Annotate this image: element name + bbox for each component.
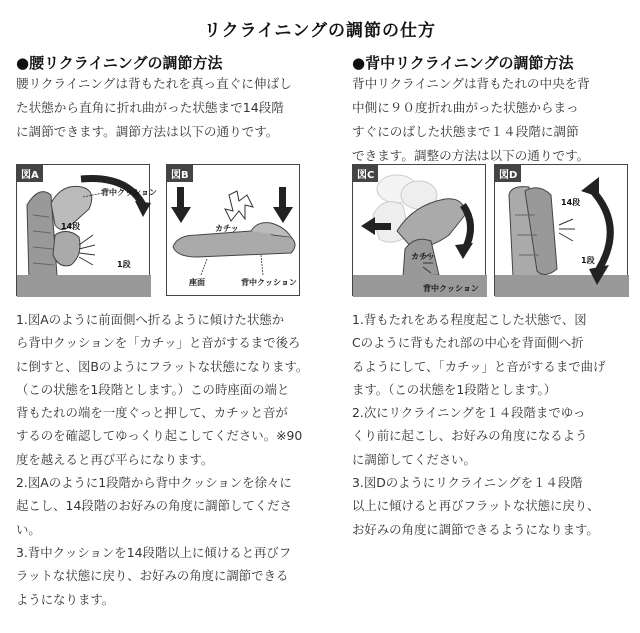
figure-d-illustration (495, 165, 629, 297)
figure-a-step14-label: 14段 (61, 222, 81, 231)
right-intro-line: すぐにのばした状態まで１４段階に調節 (352, 124, 579, 139)
figure-b (166, 164, 300, 296)
left-step-line: するのを確認してゆっくり起こしてください。※90 (16, 428, 303, 444)
figure-c-illustration (353, 165, 487, 297)
figure-c-cushion-label: 背中クッション (423, 284, 479, 293)
left-intro-line: に調節できます。調節方法は以下の通りです。 (16, 124, 279, 139)
figure-a-label: 図A (17, 165, 43, 182)
figure-b-seat-label: 座面 (189, 278, 205, 287)
left-step-line: 1.図Aのように前面側へ折るように傾けた状態か (16, 312, 285, 327)
left-step-line: に倒すと、図Bのようにフラットな状態になります。 (16, 358, 309, 374)
page-title: リクライニングの調節の仕方 (203, 21, 437, 41)
left-intro (16, 72, 292, 144)
right-step-line: 2.次にリクライニングを１４段階までゆっ (352, 405, 586, 421)
figure-b-click-label: カチッ (215, 224, 239, 233)
figure-d-label: 図D (495, 165, 521, 182)
left-step-line: ようになります。 (16, 591, 115, 607)
figure-d (494, 164, 628, 296)
figure-a (16, 164, 157, 296)
right-intro (352, 72, 590, 168)
left-step-line: 起こし、14段階のお好みの角度に調節してくださ (16, 498, 292, 514)
left-step-line: 3.背中クッションを14段階以上に傾けると再びフ (16, 544, 292, 560)
right-section-heading: ●背中リクライニングの調節方法 (352, 54, 574, 72)
right-step-line: るようにして、「カチッ」と音がするまで曲げ (352, 358, 606, 374)
right-steps (352, 308, 605, 541)
left-step-line: い。 (16, 521, 41, 537)
right-intro-line: できます。調整の方法は以下の通りです。 (352, 148, 590, 163)
figure-a-cushion-label: 背中クッション (101, 188, 157, 197)
left-section-heading: ●腰リクライニングの調節方法 (16, 54, 223, 72)
left-intro-line: た状態から直角に折れ曲がった状態まで14段階 (16, 100, 284, 115)
figure-c-click-label: カチッ (411, 252, 435, 261)
figure-d-step1-label: 1段 (581, 256, 595, 265)
right-step-line: 3.図Dのようにリクライニングを１４段階 (352, 475, 583, 491)
figure-b-cushion-label: 背中クッション (241, 278, 297, 287)
right-step-line: お好みの角度に調節できるようになります。 (352, 521, 599, 537)
figure-d-step14-label: 14段 (561, 198, 581, 207)
left-intro-line: 腰リクライニングは背もたれを真っ直ぐに伸ばし (16, 76, 292, 91)
right-intro-line: 中側に９０度折れ曲がった状態からまっ (352, 100, 579, 115)
right-intro-line: 背中リクライニングは背もたれの中央を背 (352, 76, 590, 91)
right-step-line: 以上に傾けると再びフラットな状態に戻り、 (352, 498, 600, 514)
right-step-line: くり前に起こし、お好みの角度になるよう (352, 428, 588, 444)
left-step-line: ラットな状態に戻り、お好みの角度に調節できる (16, 568, 289, 584)
left-step-line: 背もたれの端を一度ぐっと押して、カチッと音が (16, 405, 288, 421)
right-step-line: Cのように背もたれ部の中心を背面側へ折 (352, 335, 584, 351)
right-step-line: ます。（この状態を1段階とします。） (352, 381, 557, 397)
figure-c (352, 164, 486, 296)
figure-c-label: 図C (353, 165, 378, 182)
right-step-line: に調節してください。 (352, 451, 476, 467)
left-step-line: 2.図Aのように1段階から背中クッションを徐々に (16, 475, 292, 491)
left-steps (16, 308, 308, 611)
right-step-line: 1.背もたれをある程度起こした状態で、図 (352, 312, 587, 327)
figure-b-label: 図B (167, 165, 193, 182)
figure-a-step1-label: 1段 (117, 260, 131, 269)
left-step-line: （この状態を1段階とします。）この時座面の端と (16, 381, 290, 397)
figure-a-illustration (17, 165, 151, 297)
left-step-line: 度を越えると再び平らになります。 (16, 451, 214, 467)
left-step-line: ら背中クッションを「カチッ」と音がするまで後ろ (16, 335, 301, 351)
